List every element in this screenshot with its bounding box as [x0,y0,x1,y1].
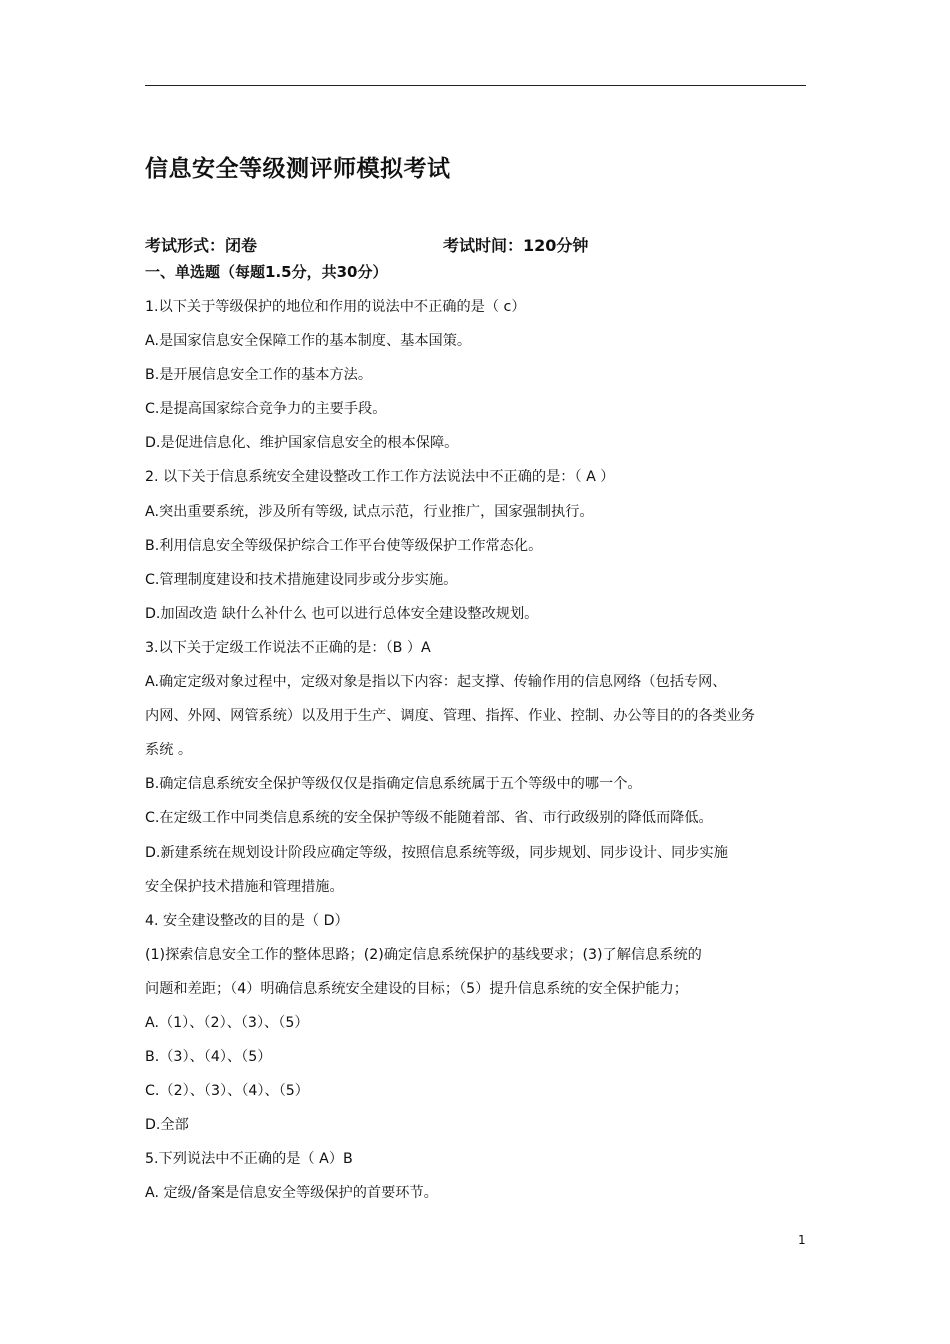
text-line: A.确定定级对象过程中，定级对象是指以下内容：起支撑、传输作用的信息网络（包括专网、 [145,674,727,691]
text-line: A.（1）、（2）、（3）、（5） [145,1014,309,1031]
exam-time: 考试时间：120分钟 [443,236,589,255]
text-line: 内网、外网、网管系统）以及用于生产、调度、管理、指挥、作业、控制、办公等目的的各类业务 [145,708,756,725]
text-line: C.在定级工作中同类信息系统的安全保护等级不能随着部、省、市行政级别的降低而降低。 [145,810,713,827]
text-line: B.确定信息系统安全保护等级仅仅是指确定信息系统属于五个等级中的哪一个。 [145,776,642,793]
document-title: 信息安全等级测评师模拟考试 [145,156,451,182]
text-line: C.管理制度建设和技术措施建设同步或分步实施。 [145,571,458,588]
header-rule [145,85,806,86]
text-line: 系统 。 [145,742,193,759]
text-line: 3.以下关于定级工作说法不正确的是：（B ）A [145,639,431,656]
text-line: 2. 以下关于信息系统安全建设整改工作工作方法说法中不正确的是：（ A ） [145,469,615,486]
text-line: B.（3）、（4）、（5） [145,1049,272,1066]
text-line: B.是开展信息安全工作的基本方法。 [145,367,373,384]
text-line: C.是提高国家综合竞争力的主要手段。 [145,401,387,418]
text-line: B.利用信息安全等级保护综合工作平台使等级保护工作常态化。 [145,537,543,554]
text-line: 4. 安全建设整改的目的是（ D） [145,912,349,929]
text-line: A.突出重要系统，涉及所有等级, 试点示范，行业推广，国家强制执行。 [145,503,594,520]
text-line: D.是促进信息化、维护国家信息安全的根本保障。 [145,435,459,452]
text-line: D.加固改造 缺什么补什么 也可以进行总体安全建设整改规划。 [145,605,539,622]
text-line: 5.下列说法中不正确的是（ A）B [145,1151,353,1168]
text-line: 安全保护技术措施和管理措施。 [145,878,344,895]
text-line: (1)探索信息安全工作的整体思路；(2)确定信息系统保护的基线要求；(3)了解信息系统的 [145,946,702,963]
text-line: 问题和差距；（4）明确信息系统安全建设的目标；（5）提升信息系统的安全保护能力； [145,980,688,997]
text-line: D.全部 [145,1117,189,1134]
page-number: 1 [798,1233,806,1247]
question-body [145,290,810,1211]
section-heading: 一、单选题（每题1.5分，共30分） [145,263,388,281]
exam-form: 考试形式：闭卷 [145,236,258,255]
text-line: 1.以下关于等级保护的地位和作用的说法中不正确的是（ c） [145,299,526,315]
text-line: A.是国家信息安全保障工作的基本制度、基本国策。 [145,333,472,350]
text-line: A. 定级/备案是信息安全等级保护的首要环节。 [145,1185,438,1202]
text-line: C.（2）、（3）、（4）、（5） [145,1083,309,1100]
text-line: D.新建系统在规划设计阶段应确定等级，按照信息系统等级，同步规划、同步设计、同步实施 [145,844,728,861]
